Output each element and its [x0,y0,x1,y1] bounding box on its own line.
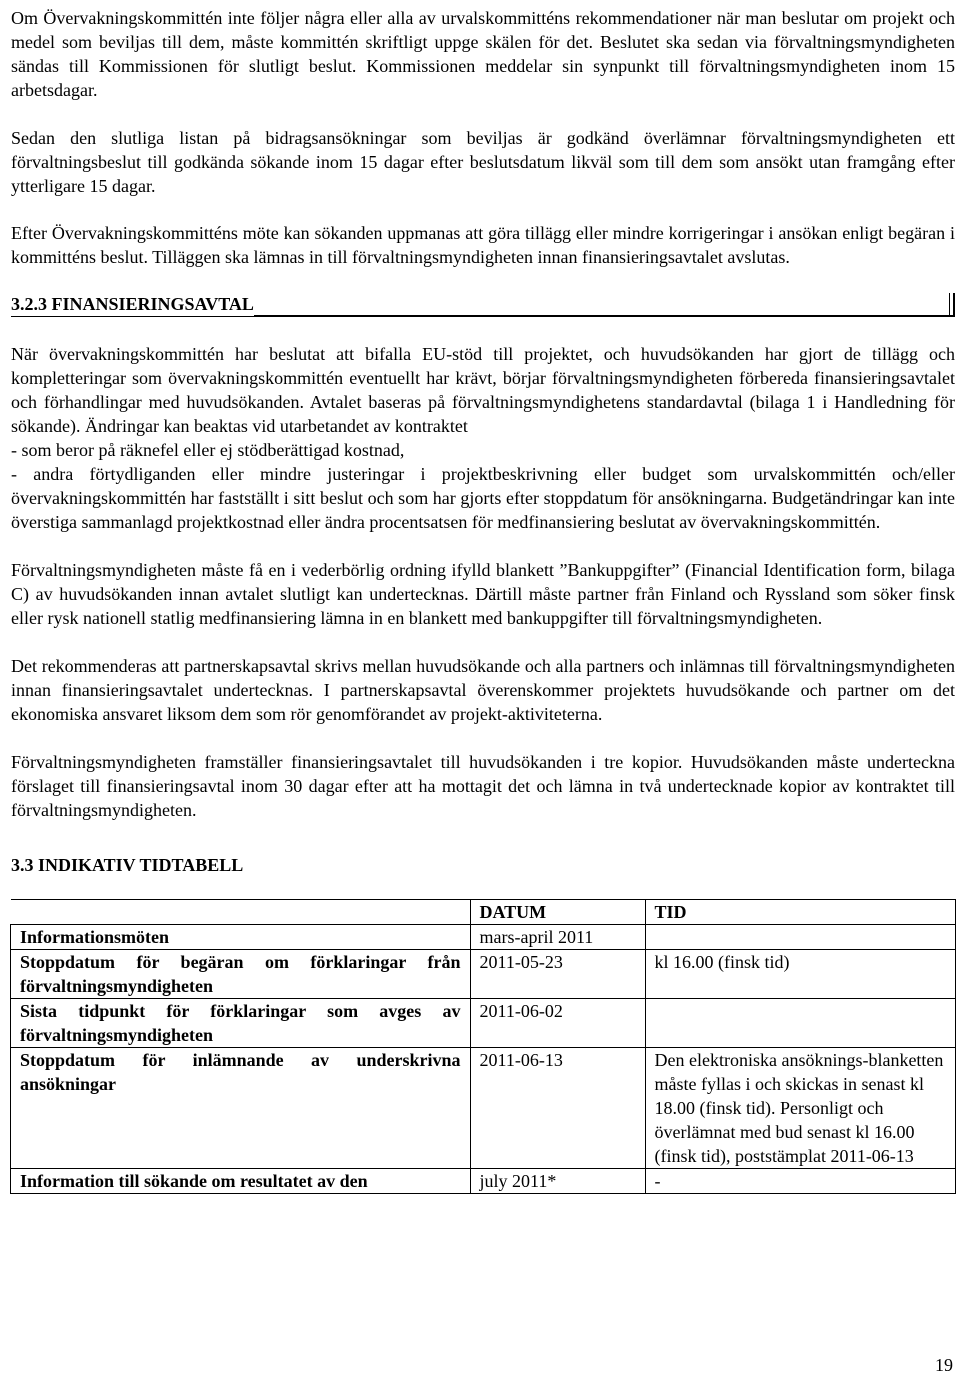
paragraph-final-list: Sedan den slutliga listan på bidragsansökningar som beviljas är godkänd överlämnar förvaltningsmyndigheten ett förvaltningsbeslut till godkända sökande inom 15 dagar efter beslutsdatum likväl som till dem som ansökt utan framgång efter ytterligare 15 dagar. [11,128,955,196]
row-time [645,999,956,1048]
row-label: Stoppdatum för begäran om förklaringar från förvaltningsmyndigheten [11,950,471,999]
row-date: 2011-05-23 [470,950,645,999]
page-number: 19 [935,1355,953,1375]
row-time [645,925,956,950]
header-empty-cell [11,900,471,925]
row-time: Den elektroniska ansöknings-blanketten måste fyllas i och skickas in senast kl 18.00 (finsk tid). Personligt och överlämnat med bud senast kl 16.00 (finsk tid), poststämplat 2011-06-13 [645,1048,956,1169]
list-item-calculation-error: - som beror på räknefel eller ej stödberättigad kostnad, [11,440,405,460]
row-time: kl 16.00 (finsk tid) [645,950,956,999]
paragraph-additions: Efter Övervakningskommitténs möte kan sökanden uppmanas att göra tillägg eller mindre korrigeringar i ansökan enligt begäran i kommitténs beslut. Tilläggen ska lämnas in till förvaltningsmyndigheten innan finansieringsavtalet avslutas. [11,223,955,267]
row-date: july 2011* [470,1169,645,1194]
section-heading-box [11,293,955,317]
table-row [11,950,956,999]
row-label: Sista tidpunkt för förklaringar som avges av förvaltningsmyndigheten [11,999,471,1048]
table-row [11,1169,956,1194]
paragraph-financing-agreement: När övervakningskommittén har beslutat att bifalla EU-stöd till projektet, och huvudsökanden har gjort de tillägg och kompletteringar som övervakningskommittén eventuellt har krävt, börjar förvaltningsmyndigheten förbereda finansieringsavtalet och förhandlingar med huvudsökanden. Avtalet baseras på förvaltningsmyndighetens standardavtal (bilaga 1 i Handledning för sökande). Ändringar kan beaktas vid utarbetandet av kontraktet [11,344,955,436]
table-row [11,999,956,1048]
paragraph-bank-details: Förvaltningsmyndigheten måste få en i vederbörlig ordning ifylld blankett ”Bankuppgifter” (Financial Identification form, bilaga C) av huvudsökanden innan avtalet slutligt kan undertecknas. Därtill måste partner från Finland och Ryssland som söker finsk eller rysk nationell statlig medfinansiering lämna in en blankett med bankuppgifter till förvaltningsmyndigheten. [11,560,955,628]
document-page [11,6,955,1194]
schedule-table [10,899,956,1194]
row-time: - [645,1169,956,1194]
section-title-finansieringsavtal: 3.2.3 FINANSIERINGSAVTAL [11,294,254,314]
row-date: 2011-06-13 [470,1048,645,1169]
paragraph-copies: Förvaltningsmyndigheten framställer finansieringsavtalet till huvudsökanden i tre kopior. Huvudsökanden måste underteckna förslaget till finansieringsavtal inom 30 dagar efter att ha mottagit det och lämna in två undertecknade kopior av kontraktet till förvaltningsmyndigheten. [11,752,955,820]
row-label: Informationsmöten [11,925,471,950]
row-date: mars-april 2011 [470,925,645,950]
table-header-row [11,900,956,925]
table-row [11,925,956,950]
row-label: Stoppdatum för inlämnande av underskrivna ansökningar [11,1048,471,1169]
header-tid: TID [645,900,956,925]
list-item-clarifications: - andra förtydliganden eller mindre justeringar i projektbeskrivning eller budget som urvalskommittén och/eller övervakningskommittén har fastställt i sitt beslut och som har gjorts efter stoppdatum för ansökningarna. Budgetändringar kan inte överstiga sammanlagd projektkostnad eller ändra procentsatsen för medfinansiering beslutat av övervakningskommittén. [11,464,955,532]
section-title-tidtabell: 3.3 INDIKATIV TIDTABELL [11,855,244,875]
row-label: Information till sökande om resultatet av den [11,1169,471,1194]
table-row [11,1048,956,1169]
paragraph-committee-recommendations: Om Övervakningskommittén inte följer några eller alla av urvalskommitténs rekommendationer när man beslutar om projekt och medel som beviljas till dem, måste kommittén skriftligt uppge skälen för det. Beslutet ska sedan via förvaltningsmyndigheten sändas till Kommissionen för slutligt beslut. Kommissionen meddelar sin synpunkt till förvaltningsmyndigheten inom 15 arbetsdagar. [11,8,955,100]
row-date: 2011-06-02 [470,999,645,1048]
paragraph-partnership-agreement: Det rekommenderas att partnerskapsavtal skrivs mellan huvudsökande och alla partners och inlämnas till förvaltningsmyndigheten innan finansieringsavtalet undertecknas. I partnerskapsavtal överenskommer projektets huvudsökande och partner om det ekonomiska ansvaret liksom dem som rör genomförandet av projekt-aktiviteterna. [11,656,955,724]
header-datum: DATUM [470,900,645,925]
